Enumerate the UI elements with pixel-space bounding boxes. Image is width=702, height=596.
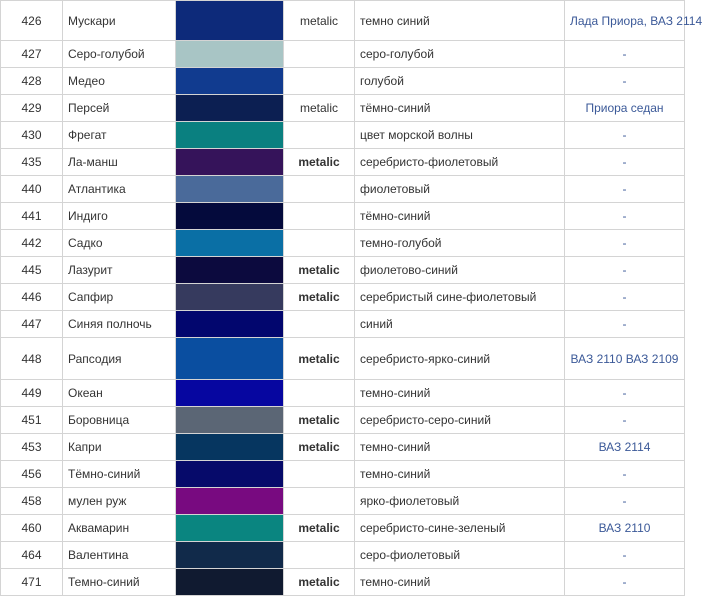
- color-name: Океан: [63, 380, 176, 407]
- table-row: [1, 257, 685, 284]
- color-code: 427: [1, 41, 63, 68]
- color-swatch-fill: [176, 1, 283, 40]
- finish-type: metalic: [284, 1, 355, 41]
- table-row: [1, 1, 685, 41]
- color-swatch-fill: [176, 257, 283, 283]
- color-swatch: [176, 461, 284, 488]
- color-name: Синяя полночь: [63, 311, 176, 338]
- color-swatch: [176, 380, 284, 407]
- color-swatch-fill: [176, 176, 283, 202]
- finish-type: metalic: [284, 569, 355, 596]
- color-swatch-fill: [176, 311, 283, 337]
- color-description: серо-фиолетовый: [355, 542, 565, 569]
- color-swatch-fill: [176, 284, 283, 310]
- finish-type: metalic: [284, 407, 355, 434]
- table-row: [1, 41, 685, 68]
- color-description: темно-синий: [355, 434, 565, 461]
- color-swatch-fill: [176, 461, 283, 487]
- finish-type: [284, 68, 355, 95]
- color-name: Рапсодия: [63, 338, 176, 380]
- car-model: Лада Приора, ВАЗ 2114: [565, 1, 685, 41]
- color-code: 451: [1, 407, 63, 434]
- color-code: 456: [1, 461, 63, 488]
- car-model: -: [565, 230, 685, 257]
- color-name: Атлантика: [63, 176, 176, 203]
- car-model: -: [565, 461, 685, 488]
- table-row: [1, 515, 685, 542]
- color-name: Мускари: [63, 1, 176, 41]
- car-model: -: [565, 68, 685, 95]
- color-swatch-fill: [176, 122, 283, 148]
- color-name: Персей: [63, 95, 176, 122]
- color-code: 449: [1, 380, 63, 407]
- color-description: серо-голубой: [355, 41, 565, 68]
- color-description: серебристый сине-фиолетовый: [355, 284, 565, 311]
- color-description: серебристо-серо-синий: [355, 407, 565, 434]
- color-name: Ла-манш: [63, 149, 176, 176]
- table-row: [1, 380, 685, 407]
- color-swatch: [176, 569, 284, 596]
- color-description: серебристо-фиолетовый: [355, 149, 565, 176]
- finish-type: [284, 488, 355, 515]
- color-code: 426: [1, 1, 63, 41]
- color-swatch-fill: [176, 569, 283, 595]
- color-swatch: [176, 311, 284, 338]
- finish-type: metalic: [284, 515, 355, 542]
- finish-type: metalic: [284, 95, 355, 122]
- color-code: 458: [1, 488, 63, 515]
- color-swatch-fill: [176, 380, 283, 406]
- color-name: Темно-синий: [63, 569, 176, 596]
- color-description: тёмно-синий: [355, 203, 565, 230]
- color-code: 430: [1, 122, 63, 149]
- car-model: -: [565, 257, 685, 284]
- finish-type: [284, 380, 355, 407]
- color-name: Аквамарин: [63, 515, 176, 542]
- car-model: -: [565, 380, 685, 407]
- finish-type: [284, 230, 355, 257]
- table-row: [1, 542, 685, 569]
- color-code: 464: [1, 542, 63, 569]
- color-swatch: [176, 434, 284, 461]
- finish-type: [284, 542, 355, 569]
- car-model: ВАЗ 2110 ВАЗ 2109: [565, 338, 685, 380]
- car-model: -: [565, 284, 685, 311]
- finish-type: [284, 311, 355, 338]
- car-model: -: [565, 203, 685, 230]
- car-model: -: [565, 407, 685, 434]
- color-code: 448: [1, 338, 63, 380]
- color-code: 453: [1, 434, 63, 461]
- color-name: Капри: [63, 434, 176, 461]
- finish-type: [284, 176, 355, 203]
- color-description: фиолетовый: [355, 176, 565, 203]
- color-description: темно-синий: [355, 569, 565, 596]
- color-name: Серо-голубой: [63, 41, 176, 68]
- finish-type: [284, 203, 355, 230]
- color-swatch: [176, 122, 284, 149]
- color-name: Медео: [63, 68, 176, 95]
- color-swatch: [176, 338, 284, 380]
- car-model: ВАЗ 2114: [565, 434, 685, 461]
- car-model: -: [565, 176, 685, 203]
- color-swatch: [176, 176, 284, 203]
- color-description: темно синий: [355, 1, 565, 41]
- table-row: [1, 149, 685, 176]
- color-swatch-fill: [176, 203, 283, 229]
- table-row: [1, 230, 685, 257]
- color-code: 445: [1, 257, 63, 284]
- color-swatch: [176, 149, 284, 176]
- color-name: Садко: [63, 230, 176, 257]
- color-swatch-fill: [176, 338, 283, 379]
- car-model: -: [565, 488, 685, 515]
- color-code: 471: [1, 569, 63, 596]
- color-swatch-fill: [176, 434, 283, 460]
- color-swatch: [176, 257, 284, 284]
- color-swatch: [176, 542, 284, 569]
- color-description: темно-синий: [355, 461, 565, 488]
- color-swatch-fill: [176, 515, 283, 541]
- color-code: 429: [1, 95, 63, 122]
- color-name: Индиго: [63, 203, 176, 230]
- finish-type: [284, 461, 355, 488]
- table-row: [1, 122, 685, 149]
- car-model: -: [565, 542, 685, 569]
- color-swatch: [176, 41, 284, 68]
- color-code: 440: [1, 176, 63, 203]
- table-row: [1, 68, 685, 95]
- car-model: ВАЗ 2110: [565, 515, 685, 542]
- color-code: 428: [1, 68, 63, 95]
- color-swatch: [176, 68, 284, 95]
- color-swatch: [176, 203, 284, 230]
- car-model: -: [565, 149, 685, 176]
- car-model: -: [565, 311, 685, 338]
- table-row: [1, 95, 685, 122]
- color-code: 442: [1, 230, 63, 257]
- color-swatch-fill: [176, 95, 283, 121]
- color-description: темно-синий: [355, 380, 565, 407]
- color-swatch: [176, 95, 284, 122]
- color-name: Сапфир: [63, 284, 176, 311]
- color-name: Боровница: [63, 407, 176, 434]
- finish-type: metalic: [284, 434, 355, 461]
- finish-type: metalic: [284, 257, 355, 284]
- color-swatch-fill: [176, 542, 283, 568]
- color-description: синий: [355, 311, 565, 338]
- color-description: тёмно-синий: [355, 95, 565, 122]
- color-swatch: [176, 284, 284, 311]
- color-swatch-fill: [176, 407, 283, 433]
- color-name: Валентина: [63, 542, 176, 569]
- finish-type: [284, 41, 355, 68]
- color-swatch: [176, 515, 284, 542]
- table-row: [1, 407, 685, 434]
- color-name: мулен руж: [63, 488, 176, 515]
- finish-type: metalic: [284, 338, 355, 380]
- color-code: 435: [1, 149, 63, 176]
- finish-type: metalic: [284, 284, 355, 311]
- table-row: [1, 203, 685, 230]
- car-model: -: [565, 41, 685, 68]
- color-description: ярко-фиолетовый: [355, 488, 565, 515]
- car-model: Приора седан: [565, 95, 685, 122]
- table-row: [1, 284, 685, 311]
- color-code: 460: [1, 515, 63, 542]
- finish-type: metalic: [284, 149, 355, 176]
- color-code: 446: [1, 284, 63, 311]
- table-row: [1, 338, 685, 380]
- color-description: серебристо-ярко-синий: [355, 338, 565, 380]
- color-name: Тёмно-синий: [63, 461, 176, 488]
- color-name: Фрегат: [63, 122, 176, 149]
- color-swatch: [176, 1, 284, 41]
- table-row: [1, 176, 685, 203]
- table-row: [1, 434, 685, 461]
- table-row: [1, 488, 685, 515]
- color-description: темно-голубой: [355, 230, 565, 257]
- car-model: -: [565, 569, 685, 596]
- color-name: Лазурит: [63, 257, 176, 284]
- color-swatch-fill: [176, 488, 283, 514]
- color-code: 447: [1, 311, 63, 338]
- color-swatch-fill: [176, 68, 283, 94]
- car-model: -: [565, 122, 685, 149]
- color-description: цвет морской волны: [355, 122, 565, 149]
- table-row: [1, 311, 685, 338]
- table-row: [1, 569, 685, 596]
- finish-type: [284, 122, 355, 149]
- color-swatch-fill: [176, 41, 283, 67]
- color-description: фиолетово-синий: [355, 257, 565, 284]
- table-row: [1, 461, 685, 488]
- table-body: [1, 1, 702, 596]
- color-swatch: [176, 230, 284, 257]
- color-swatch-fill: [176, 149, 283, 175]
- color-swatch: [176, 488, 284, 515]
- color-description: голубой: [355, 68, 565, 95]
- color-code: 441: [1, 203, 63, 230]
- color-swatch: [176, 407, 284, 434]
- color-swatch-fill: [176, 230, 283, 256]
- color-description: серебристо-сине-зеленый: [355, 515, 565, 542]
